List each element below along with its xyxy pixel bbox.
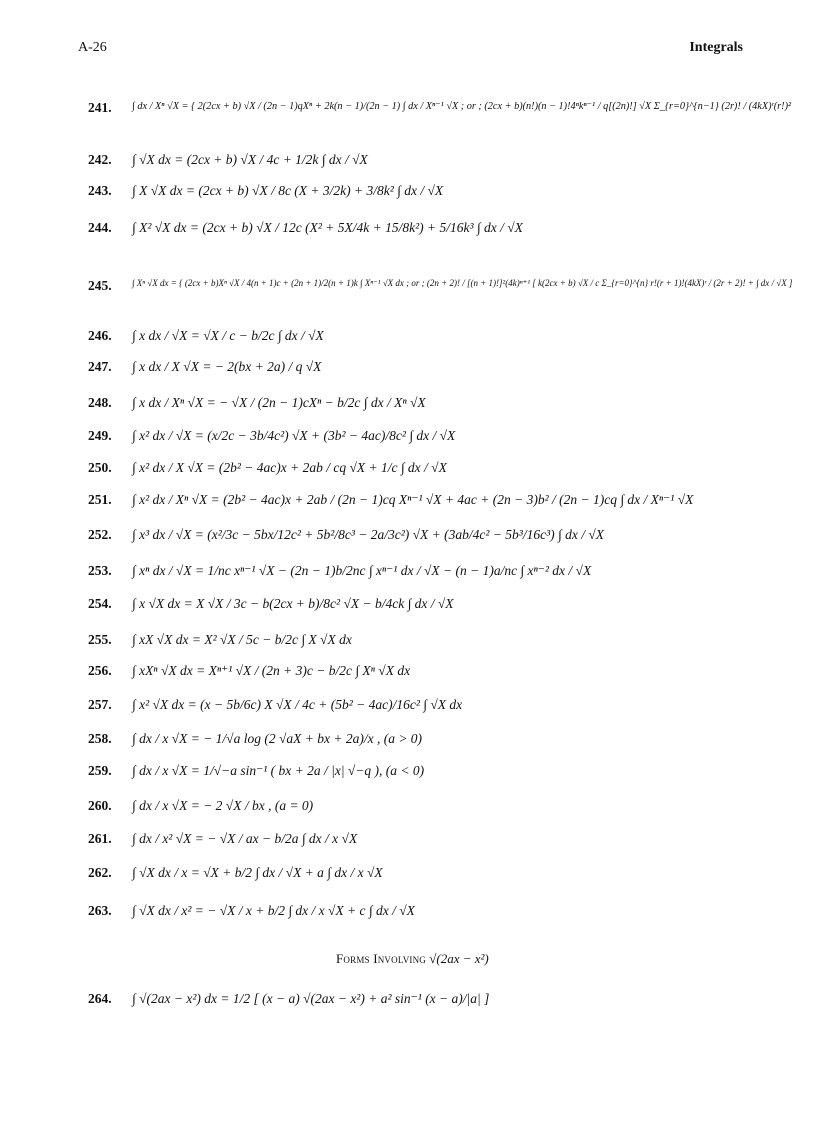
formula-number: 254.	[88, 596, 112, 611]
formula-number: 250.	[88, 460, 112, 475]
formula-text: ∫ xX √X dx = X² √X / 5c − b/2c ∫ X √X dx	[132, 632, 352, 647]
formula-text: ∫ √X dx / x = √X + b/2 ∫ dx / √X + a ∫ dx / x √X	[132, 865, 383, 880]
formula-text: ∫ x² dx / √X = (x/2c − 3b/4c²) √X + (3b² − 4ac)/8c² ∫ dx / √X	[132, 428, 456, 443]
formula-number: 253.	[88, 563, 112, 578]
formula-number: 263.	[88, 903, 112, 918]
formula-number: 245.	[88, 278, 112, 293]
formula-number: 243.	[88, 183, 112, 198]
formula-text: ∫ x dx / X √X = − 2(bx + 2a) / q √X	[132, 359, 322, 374]
formula-text: ∫ xXⁿ √X dx = Xⁿ⁺¹ √X / (2n + 3)c − b/2c ∫ Xⁿ √X dx	[132, 663, 411, 678]
formula-text: ∫ x² dx / Xⁿ √X = (2b² − 4ac)x + 2ab / (2n − 1)cq Xⁿ⁻¹ √X + 4ac + (2n − 3)b² / (2n − 1)cq ∫ dx / Xⁿ⁻¹ √X	[132, 492, 694, 507]
formula-text: ∫ dx / Xⁿ √X = { 2(2cx + b) √X / (2n − 1)qXⁿ + 2k(n − 1)/(2n − 1) ∫ dx / Xⁿ⁻¹ √X ; or ; (2cx + b)(n!)(n − 1)!4ⁿkⁿ⁻¹ / q[(2n)!] √X Σ_{r=0}^{n−1} (2r)! / (4kX)ʳ(r!)²	[132, 101, 792, 112]
formula-number: 264.	[88, 991, 112, 1006]
section-heading-text: Forms Involving	[336, 951, 426, 966]
formula-text: ∫ dx / x √X = 1/√−a sin⁻¹ ( bx + 2a / |x| √−q ), (a < 0)	[132, 763, 425, 778]
formula-text: ∫ x √X dx = X √X / 3c − b(2cx + b)/8c² √X − b/4ck ∫ dx / √X	[132, 596, 454, 611]
formula-text: ∫ x dx / √X = √X / c − b/2c ∫ dx / √X	[132, 328, 324, 343]
formula-text: ∫ √X dx = (2cx + b) √X / 4c + 1/2k ∫ dx / √X	[132, 152, 368, 167]
formula-number: 255.	[88, 632, 112, 647]
formula-text: ∫ X² √X dx = (2cx + b) √X / 12c (X² + 5X/4k + 15/8k²) + 5/16k³ ∫ dx / √X	[132, 220, 523, 235]
formula-text: ∫ x² dx / X √X = (2b² − 4ac)x + 2ab / cq √X + 1/c ∫ dx / √X	[132, 460, 447, 475]
formula-number: 256.	[88, 663, 112, 678]
formula-number: 252.	[88, 527, 112, 542]
formula-number: 247.	[88, 359, 112, 374]
formula-number: 244.	[88, 220, 112, 235]
formula-number: 249.	[88, 428, 112, 443]
formula-number: 262.	[88, 865, 112, 880]
formula-number: 248.	[88, 395, 112, 410]
formula-text: ∫ x² √X dx = (x − 5b/6c) X √X / 4c + (5b² − 4ac)/16c² ∫ √X dx	[132, 697, 463, 712]
formula-text: ∫ Xⁿ √X dx = { (2cx + b)Xⁿ √X / 4(n + 1)c + (2n + 1)/2(n + 1)k ∫ Xⁿ⁻¹ √X dx ; or ; (2n + 2)! / [(n + 1)!]²(4k)ⁿ⁺¹ [ k(2cx + b) √X / c Σ_{r=0}^{n} r!(r + 1)!(4kX)ʳ / (2r + 2)! + ∫ dx / √X ]	[132, 278, 793, 288]
formula-text: ∫ √(2ax − x²) dx = 1/2 [ (x − a) √(2ax − x²) + a² sin⁻¹ (x − a)/|a| ]	[132, 991, 490, 1006]
formula-text: ∫ xⁿ dx / √X = 1/nc xⁿ⁻¹ √X − (2n − 1)b/2nc ∫ xⁿ⁻¹ dx / √X − (n − 1)a/nc ∫ xⁿ⁻² dx / √X	[132, 563, 592, 578]
page-number: A-26	[78, 40, 107, 55]
running-title: Integrals	[689, 40, 743, 55]
formula-text: ∫ X √X dx = (2cx + b) √X / 8c (X + 3/2k) + 3/8k² ∫ dx / √X	[132, 183, 444, 198]
formula-text: ∫ dx / x² √X = − √X / ax − b/2a ∫ dx / x √X	[132, 831, 358, 846]
formula-text: ∫ dx / x √X = − 1/√a log (2 √aX + bx + 2a)/x , (a > 0)	[132, 731, 423, 746]
formula-number: 257.	[88, 697, 112, 712]
formula-number: 260.	[88, 798, 112, 813]
formula-number: 258.	[88, 731, 112, 746]
formula-text: ∫ dx / x √X = − 2 √X / bx , (a = 0)	[132, 798, 314, 813]
formula-number: 251.	[88, 492, 112, 507]
formula-number: 246.	[88, 328, 112, 343]
formula-number: 241.	[88, 100, 112, 115]
formula-text: ∫ √X dx / x² = − √X / x + b/2 ∫ dx / x √X + c ∫ dx / √X	[132, 903, 415, 918]
formula-text: ∫ x dx / Xⁿ √X = − √X / (2n − 1)cXⁿ − b/2c ∫ dx / Xⁿ √X	[132, 395, 426, 410]
formula-text: ∫ x³ dx / √X = (x²/3c − 5bx/12c² + 5b²/8c³ − 2a/3c²) √X + (3ab/4c² − 5b³/16c³) ∫ dx / √X	[132, 527, 604, 542]
formula-number: 259.	[88, 763, 112, 778]
formula-number: 261.	[88, 831, 112, 846]
formula-number: 242.	[88, 152, 112, 167]
section-heading	[336, 951, 489, 967]
section-heading-math: √(2ax − x²)	[429, 951, 489, 966]
